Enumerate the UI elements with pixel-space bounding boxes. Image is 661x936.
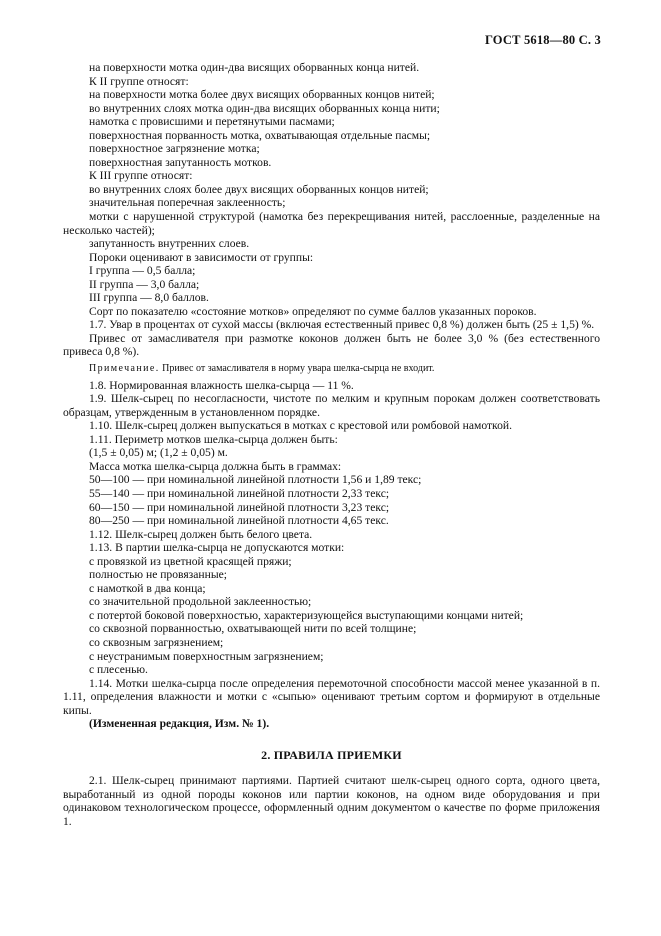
list-item: во внутренних слоях более двух висящих оборванных концов нитей; <box>89 182 429 196</box>
clause-1-10: 1.10. Шелк-сырец должен выпускаться в мотках с крестовой или ромбовой намоткой. <box>89 419 512 433</box>
clause-1-7: 1.7. Увар в процентах от сухой массы (включая естественный привес 0,8 %) должен быть (25 ± 1,5) %. <box>89 318 595 332</box>
clause-1-9: 1.9. Шелк-сырец по несогласности, чистоте по мелким и крупным порокам должен соответствовать образцам, утвержденным в установленном порядке. <box>63 392 600 419</box>
clause-1-8: 1.8. Нормированная влажность шелка-сырца — 11 %. <box>89 378 354 392</box>
list-item: с плесенью. <box>89 663 148 677</box>
list-item: I группа — 0,5 балла; <box>89 264 196 278</box>
paragraph: К III группе относят: <box>89 169 193 183</box>
list-item: с провязкой из цветной красящей пряжи; <box>89 554 292 568</box>
paragraph: на поверхности мотка один-два висящих оборванных конца нитей. <box>89 61 420 74</box>
document-body <box>63 61 600 829</box>
list-item: с неустранимым поверхностным загрязнением; <box>89 649 324 663</box>
paragraph: Сорт по показателю «состояние мотков» определяют по сумме баллов указанных пороков. <box>89 304 537 318</box>
note-label: Примечание. <box>89 363 160 375</box>
list-item: III группа — 8,0 баллов. <box>89 291 209 305</box>
list-item: полностью не провязанные; <box>89 568 227 582</box>
list-item: 60—150 — при номинальной линейной плотности 3,23 текс; <box>89 500 390 514</box>
note <box>63 362 600 376</box>
list-item: с намоткой в два конца; <box>89 581 206 595</box>
list-item: намотка с провисшими и перетянутыми пасмами; <box>89 115 335 129</box>
clause-2-1: 2.1. Шелк-сырец принимают партиями. Партией считают шелк-сырец одного сорта, одного цвета, выработанный из одной породы коконов или партии коконов, на одном виде оборудования и при одинаковом технологическом процессе, оформленный одним документом о качестве по форме приложения 1. <box>63 774 600 828</box>
clause-1-11: 1.11. Периметр мотков шелка-сырца должен быть: <box>89 432 338 446</box>
list-item: со сквозной порванностью, охватывающей нити по всей толщине; <box>89 622 417 636</box>
list-item: II группа — 3,0 балла; <box>89 277 200 291</box>
list-item: поверхностное загрязнение мотка; <box>89 142 260 156</box>
clause-1-14: 1.14. Мотки шелка-сырца после определения перемоточной способности массой менее указанной в п. 1.11, определения влажности и мотки с «сыпью» оценивают третьим сортом и формируют в отдельные кипы. <box>63 676 600 717</box>
list-item: запутанность внутренних слоев. <box>89 237 250 251</box>
list-item: со значительной продольной заклеенностью; <box>89 595 312 609</box>
clause-1-12: 1.12. Шелк-сырец должен быть белого цвета. <box>89 527 313 541</box>
list-item: с потертой боковой поверхностью, характеризующейся выступающими концами нитей; <box>89 608 524 622</box>
note-text: Привес от замасливателя в норму увара шелка-сырца не входит. <box>159 363 435 375</box>
amendment-note: (Измененная редакция, Изм. № 1). <box>89 717 270 731</box>
clause-1-13: 1.13. В партии шелка-сырца не допускаются мотки: <box>89 541 345 555</box>
paragraph: Масса мотка шелка-сырца должна быть в граммах: <box>89 459 342 473</box>
page-header: ГОСТ 5618—80 С. 3 <box>484 33 601 47</box>
section-title: 2. ПРАВИЛА ПРИЕМКИ <box>261 747 402 762</box>
paragraph: (1,5 ± 0,05) м; (1,2 ± 0,05) м. <box>89 446 228 460</box>
list-item: поверхностная запутанность мотков. <box>89 155 272 169</box>
list-item: 80—250 — при номинальной линейной плотности 4,65 текс. <box>89 514 389 528</box>
paragraph: К II группе относят: <box>89 74 189 88</box>
paragraph: Пороки оценивают в зависимости от группы: <box>89 250 314 264</box>
paragraph: Привес от замасливателя при размотке коконов должен быть не более 3,0 % (без естественного привеса 0,8 %). <box>63 331 600 359</box>
list-item: 55—140 — при номинальной линейной плотности 2,33 текс; <box>89 486 390 500</box>
list-item: поверхностная порванность мотка, охватывающая отдельные пасмы; <box>89 128 431 142</box>
list-item: со сквозным загрязнением; <box>89 635 224 649</box>
list-item: на поверхности мотка более двух висящих оборванных концов нитей; <box>89 88 435 102</box>
list-item: во внутренних слоях мотка один-два висящих оборванных конца нити; <box>89 101 440 115</box>
list-item: мотки с нарушенной структурой (намотка без перекрещивания нитей, расслоенные, разделенные на несколько частей); <box>63 210 600 237</box>
list-item: 50—100 — при номинальной линейной плотности 1,56 и 1,89 текс; <box>89 473 422 487</box>
list-item: значительная поперечная заклеенность; <box>89 196 286 210</box>
